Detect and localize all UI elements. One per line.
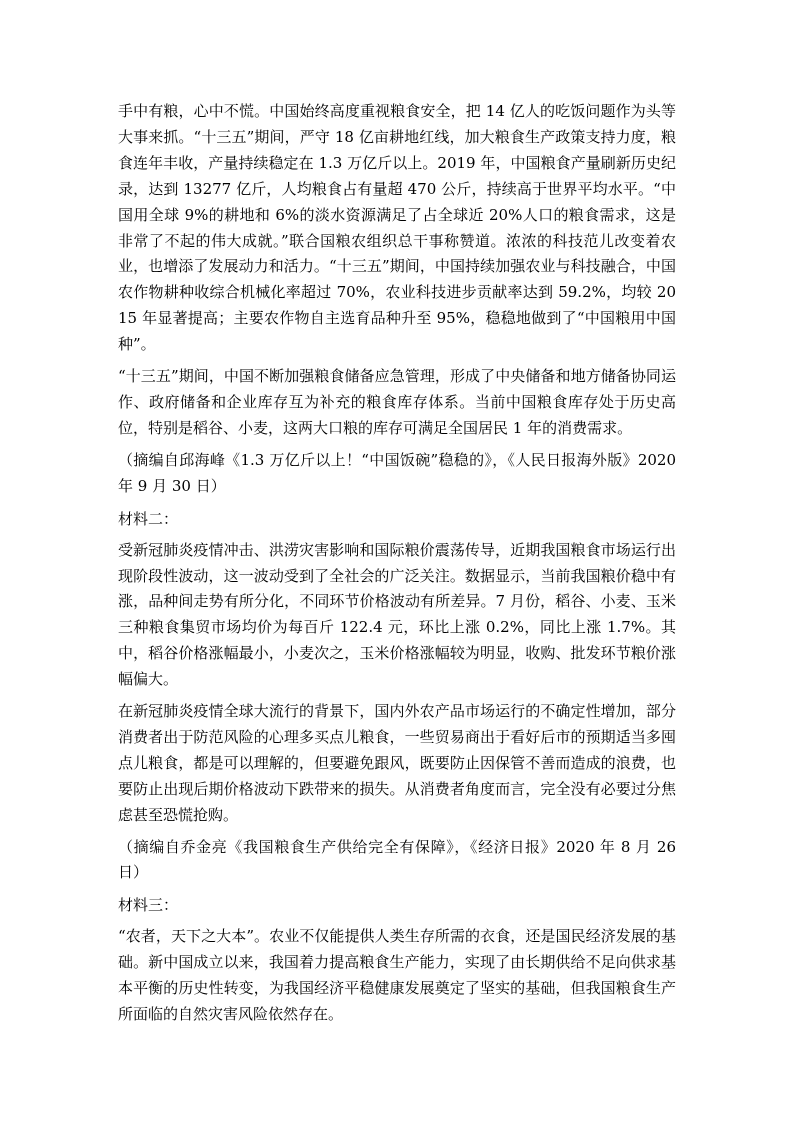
material-three-heading: 材料三： — [118, 896, 179, 915]
document-page — [118, 99, 676, 1034]
paragraph-agriculture-foundation: “农者，天下之大本”。农业不仅能提供人类生存所需的衣食，还是国民经济发展的基础。新中国成立以来，我国着力提高粮食生产能力，实现了由长期供给不足向供求基本平衡的历史性转变，为我国经济平稳健康发展奠定了坚实的基础，但我国粮食生产所面临的自然灾害风险依然存在。 — [118, 927, 676, 1024]
paragraph-grain-security: 手中有粮，心中不慌。中国始终高度重视粮食安全，把 14 亿人的吃饭问题作为头等大事来抓。“十三五”期间，严守 18 亿亩耕地红线，加大粮食生产政策支持力度，粮食连年丰收，产量持续稳定在 1.3 万亿斤以上。2019 年，中国粮食产量刷新历史纪录，达到 13277 亿斤，人均粮食占有量超 470 公斤，持续高于世界平均水平。“中国用全球 9%的耕地和 6%的淡水资源满足了占全球近 20%人口的粮食需求，这是非常了不起的伟大成就。”联合国粮农组织总干事称赞道。浓浓的科技范儿改变着农业，也增添了发展动力和活力。“十三五”期间，中国持续加强农业与科技融合，中国农作物耕种收综合机械化率超过 70%，农业科技进步贡献率达到 59.2%，均较 2015 年显著提高；主要农作物自主选育品种升至 95%，稳稳地做到了“中国粮用中国种”。 — [118, 102, 676, 354]
paragraph-consumer-behavior: 在新冠肺炎疫情全球大流行的背景下，国内外农产品市场运行的不确定性增加，部分消费者出于防范风险的心理多买点儿粮食，一些贸易商出于看好后市的预期适当多囤点儿粮食，都是可以理解的，但要避免跟风，既要防止因保管不善而造成的浪费，也要防止出现后期价格波动下跌带来的损失。从消费者角度而言，完全没有必要过分焦虑甚至恐慌抢购。 — [118, 702, 676, 824]
source-citation-1: （摘编自邱海峰《1.3 万亿斤以上！“中国饭碗”稳稳的》，《人民日报海外版》2020 年 9 月 30 日） — [118, 450, 676, 495]
paragraph-grain-market: 受新冠肺炎疫情冲击、洪涝灾害影响和国际粮价震荡传导，近期我国粮食市场运行出现阶段性波动，这一波动受到了全社会的广泛关注。数据显示，当前我国粮价稳中有涨，品种间走势有所分化，不同环节价格波动有所差异。7 月份，稻谷、小麦、玉米三种粮食集贸市场均价为每百斤 122.4 元，环比上涨 0.2%，同比上涨 1.7%。其中，稻谷价格涨幅最小，小麦次之，玉米价格涨幅较为明显，收购、批发环节粮价涨幅偏大。 — [118, 540, 676, 689]
paragraph-grain-reserve: “十三五”期间，中国不断加强粮食储备应急管理，形成了中央储备和地方储备协同运作、政府储备和企业库存互为补充的粮食库存体系。当前中国粮食库存处于历史高位，特别是稻谷、小麦，这两大口粮的库存可满足全国居民 1 年的消费需求。 — [118, 367, 676, 437]
source-citation-2: （摘编自乔金亮《我国粮食生产供给完全有保障》，《经济日报》2020 年 8 月 26 日） — [118, 837, 676, 882]
material-two-heading: 材料二： — [118, 509, 179, 528]
